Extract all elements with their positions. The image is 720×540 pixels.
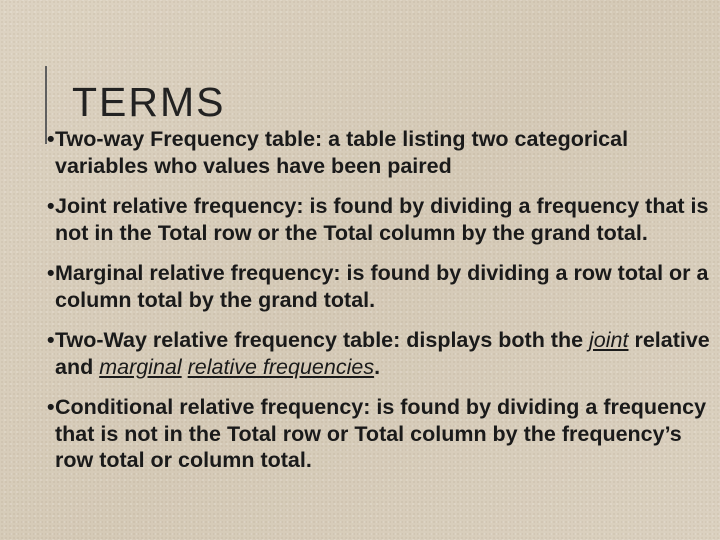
bullet-text: Two-way Frequency table: a table listing two categorical variables who values have been paired — [55, 127, 629, 178]
bullet-list — [48, 126, 720, 488]
bullet-text: Conditional relative frequency: is found by dividing a frequency that is not in the Total row or Total column by the frequency’s row total or column total. — [55, 395, 707, 472]
bullet-marginal-relative-frequency — [48, 260, 720, 313]
bullet-conditional-relative-frequency — [48, 394, 720, 474]
term-marginal: marginal — [99, 354, 182, 379]
bullet-marker: • — [47, 261, 55, 285]
bullet-marker: • — [47, 395, 55, 419]
bullet-text-suffix: . — [374, 354, 381, 379]
bullet-two-way-relative-frequency-table — [48, 327, 720, 380]
slide-title: TERMS — [72, 79, 226, 125]
bullet-two-way-frequency-table — [48, 126, 720, 179]
term-joint: joint — [589, 328, 629, 352]
bullet-marker: • — [47, 127, 55, 151]
bullet-text: Marginal relative frequency: is found by dividing a row total or a column total by the grand total. — [55, 261, 709, 312]
bullet-text-prefix: Two-Way relative frequency table: displays both the — [55, 328, 590, 352]
bullet-joint-relative-frequency — [48, 193, 720, 246]
bullet-text: Joint relative frequency: is found by dividing a frequency that is not in the Total row or the Total column by the grand total. — [55, 194, 709, 245]
bullet-marker: • — [47, 328, 55, 352]
bullet-marker: • — [47, 194, 55, 218]
bullet-text-mid: relative and — [55, 328, 710, 379]
term-relative-frequencies: relative frequencies — [187, 354, 375, 379]
